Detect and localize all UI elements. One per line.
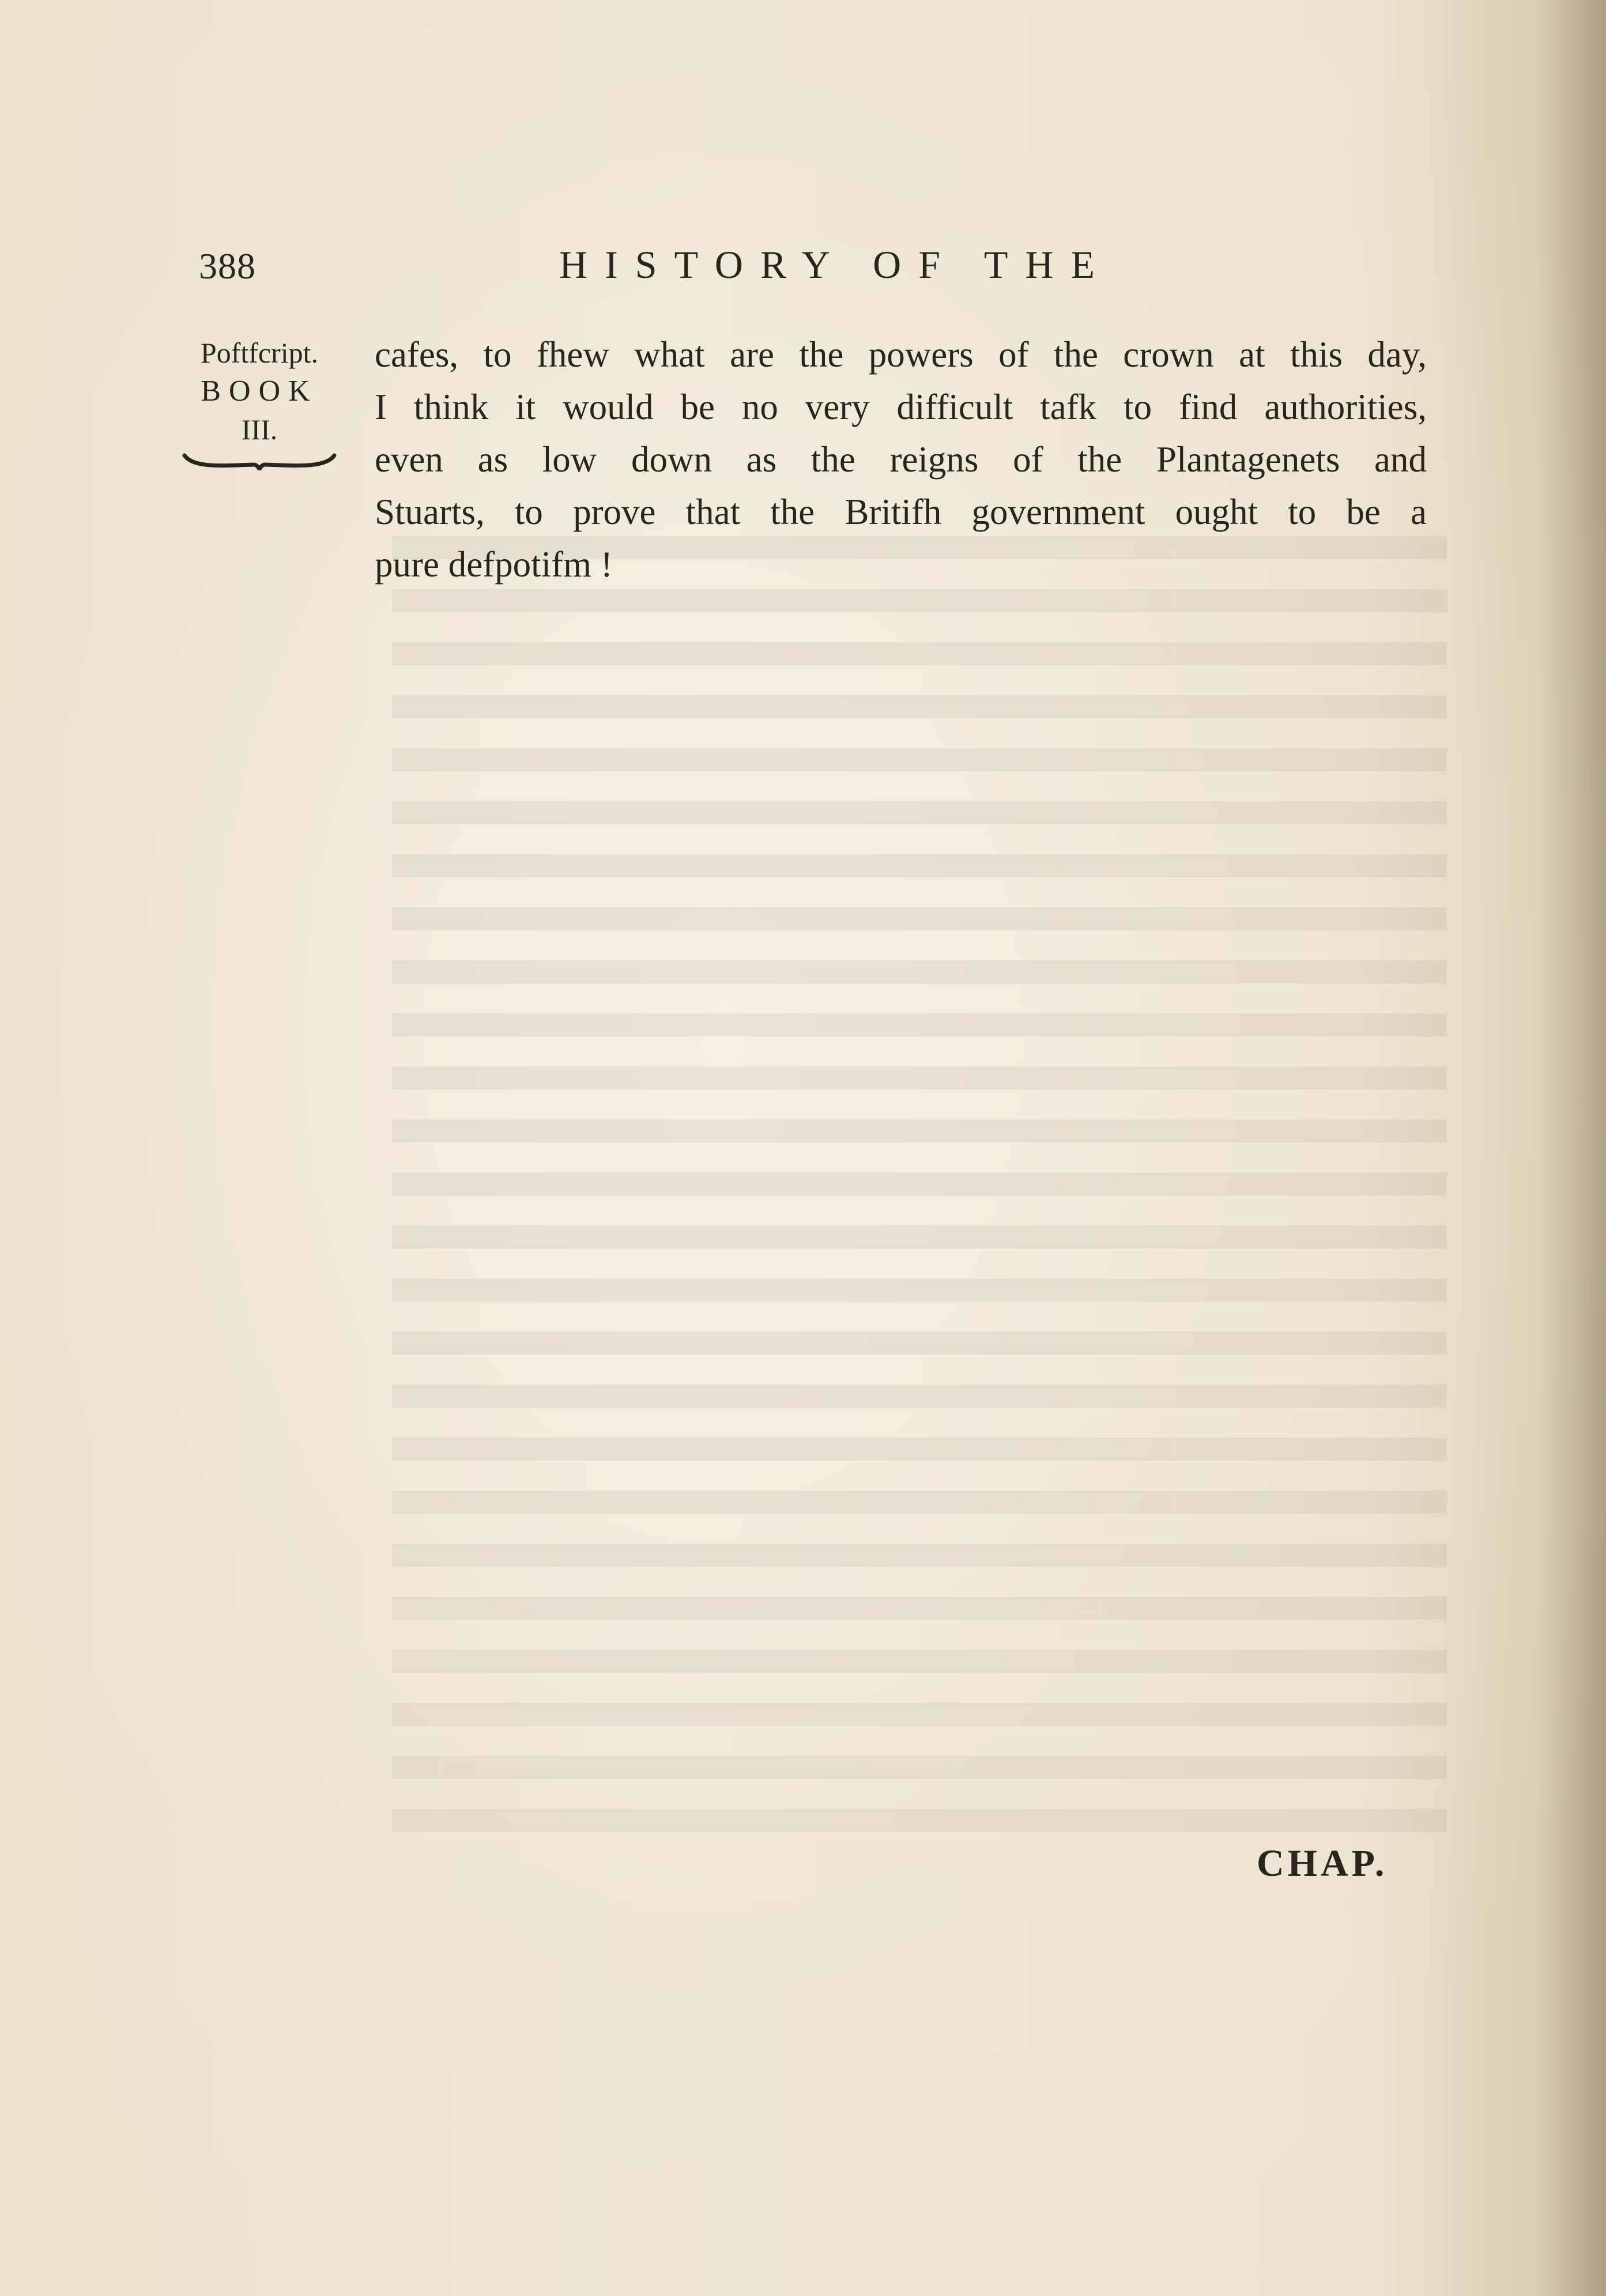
body-line: I think it would be no very difficult tafk to find authorities, xyxy=(375,387,1427,427)
body-line: Stuarts, to prove that the Britifh government ought to be a xyxy=(375,492,1427,532)
catchword: CHAP. xyxy=(1257,1842,1388,1884)
body-line: pure defpotifm ! xyxy=(375,544,613,585)
page-edge-shadow xyxy=(1537,0,1606,2296)
bleed-through-shading xyxy=(392,536,1447,1862)
margin-volume-label: III. xyxy=(241,413,278,446)
body-line: even as low down as the reigns of the Plantagenets and xyxy=(375,439,1427,480)
running-head: HISTORY OF THE xyxy=(559,243,1113,286)
body-line: cafes, to fhew what are the powers of the crown at this day, xyxy=(375,334,1427,375)
margin-book-label: BOOK xyxy=(201,375,318,408)
page-number: 388 xyxy=(199,246,256,286)
margin-section-label: Poftfcript. xyxy=(200,337,319,369)
margin-note xyxy=(173,334,346,470)
body-text xyxy=(375,329,1427,591)
margin-brace-icon xyxy=(182,451,337,470)
